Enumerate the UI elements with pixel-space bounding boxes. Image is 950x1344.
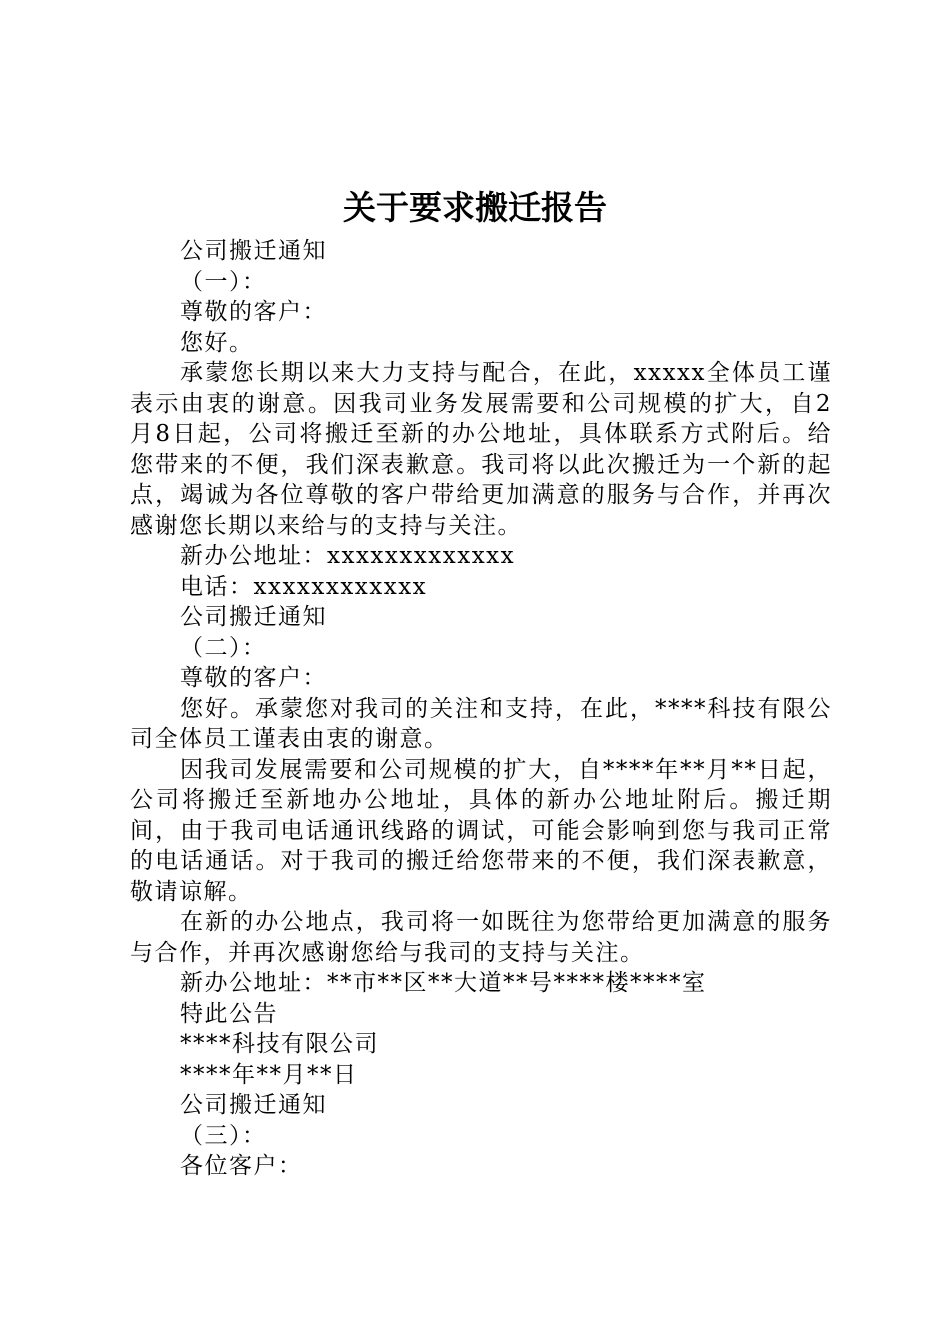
paragraph-phone-1: 电话：xxxxxxxxxxxx [180, 573, 428, 600]
paragraph-body-1: 承蒙您长期以来大力支持与配合，在此，xxxxx全体员工谨表示由衷的谢意。因我司业务发展需要和公司规模的扩大，自2月8日起，公司将搬迁至新的办公地址，具体联系方式附后。给您带来的不便，我们深表歉意。我司将以此次搬迁为一个新的起点，竭诚为各位尊敬的客户带给更加满意的服务与合作，并再次感谢您长期以来给与的支持与关注。 [130, 360, 832, 539]
paragraph-salutation-1: 尊敬的客户： [180, 299, 327, 325]
paragraph-notice-heading-1: 公司搬迁通知 [180, 238, 327, 264]
paragraph-notice-heading-2: 公司搬迁通知 [180, 604, 327, 630]
paragraph-greeting-1: 您好。 [180, 329, 254, 356]
paragraph-notice-heading-3: 公司搬迁通知 [180, 1092, 327, 1118]
paragraph-salutation-3: 各位客户： [180, 1153, 303, 1179]
paragraph-section-label-1: （一）： [180, 268, 267, 295]
document-title: 关于要求搬迁报告 [343, 188, 607, 227]
paragraph-date: ****年**月**日 [180, 1061, 358, 1088]
paragraph-body-3: 在新的办公地点，我司将一如既往为您带给更加满意的服务与合作，并再次感谢您给与我司的支持与关注。 [130, 909, 832, 966]
paragraph-greeting-2: 您好。承蒙您对我司的关注和支持，在此，****科技有限公司全体员工谨表由衷的谢意。 [130, 695, 832, 752]
paragraph-salutation-2: 尊敬的客户： [180, 665, 327, 691]
paragraph-address-1: 新办公地址：xxxxxxxxxxxxx [180, 543, 516, 569]
paragraph-address-2: 新办公地址：**市**区**大道**号****楼****室 [180, 970, 707, 996]
paragraph-section-label-3: （三）： [180, 1122, 267, 1149]
paragraph-company-signature: ****科技有限公司 [180, 1031, 379, 1057]
document-body [130, 236, 832, 1182]
paragraph-section-label-2: （二）： [180, 634, 267, 661]
paragraph-announcement: 特此公告 [180, 1000, 278, 1027]
paragraph-body-2: 因我司发展需要和公司规模的扩大，自****年**月**日起，公司将搬迁至新地办公地址，具体的新办公地址附后。搬迁期间，由于我司电话通讯线路的调试，可能会影响到您与我司正常的电话通话。对于我司的搬迁给您带来的不便，我们深表歉意，敬请谅解。 [130, 756, 832, 905]
